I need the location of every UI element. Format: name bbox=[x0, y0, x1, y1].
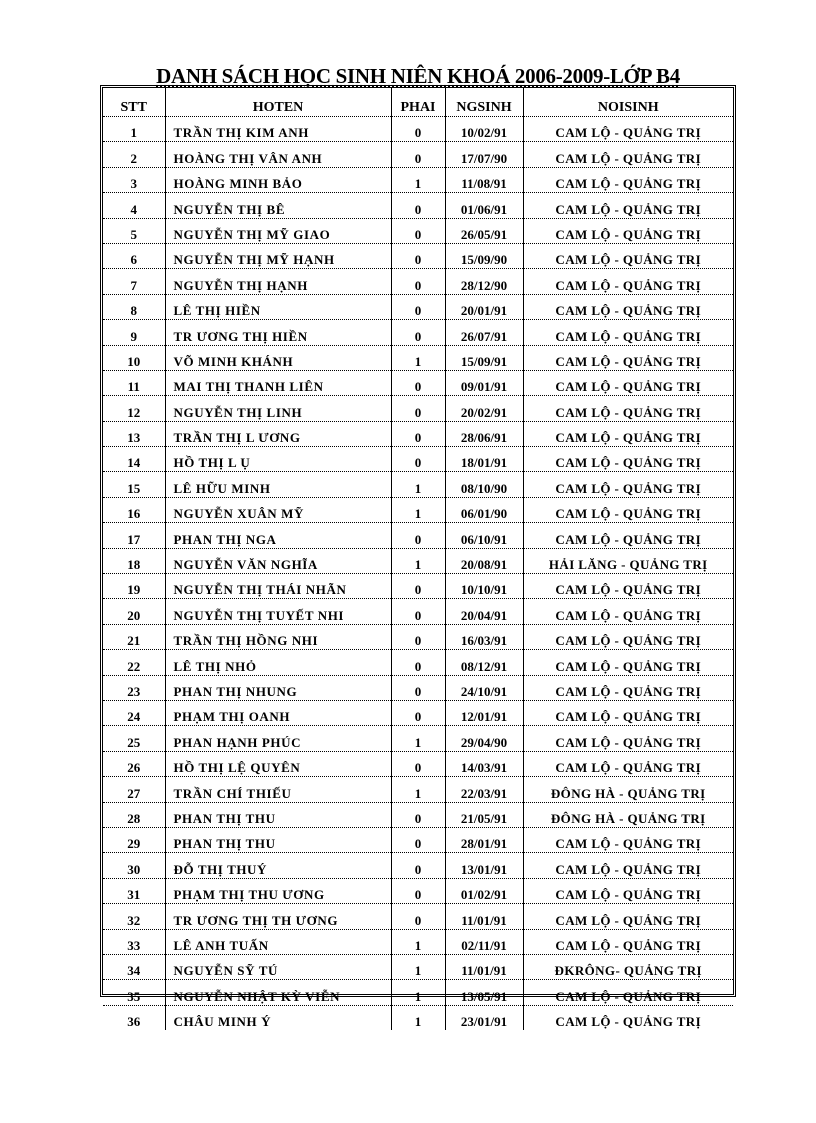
cell-noisinh: CAM LỘ - QUẢNG TRỊ bbox=[523, 980, 733, 1005]
table-row bbox=[103, 218, 733, 243]
cell-noisinh: ĐKRÔNG- QUẢNG TRỊ bbox=[523, 954, 733, 979]
cell-hoten: NGUYỄN THỊ TUYẾT NHI bbox=[165, 599, 391, 624]
cell-noisinh: CAM LỘ - QUẢNG TRỊ bbox=[523, 675, 733, 700]
table-row bbox=[103, 777, 733, 802]
cell-hoten: PHAN THỊ NGA bbox=[165, 523, 391, 548]
header-stt: STT bbox=[103, 88, 165, 117]
cell-stt: 31 bbox=[103, 878, 165, 903]
table-row bbox=[103, 650, 733, 675]
cell-phai: 0 bbox=[391, 142, 445, 167]
cell-phai: 0 bbox=[391, 599, 445, 624]
table-row bbox=[103, 751, 733, 776]
cell-phai: 0 bbox=[391, 574, 445, 599]
cell-ngsinh: 17/07/90 bbox=[445, 142, 523, 167]
cell-ngsinh: 20/01/91 bbox=[445, 294, 523, 319]
cell-phai: 1 bbox=[391, 472, 445, 497]
cell-phai: 1 bbox=[391, 726, 445, 751]
cell-stt: 17 bbox=[103, 523, 165, 548]
cell-phai: 0 bbox=[391, 193, 445, 218]
table-row bbox=[103, 345, 733, 370]
cell-stt: 30 bbox=[103, 853, 165, 878]
cell-hoten: VÕ MINH KHÁNH bbox=[165, 345, 391, 370]
cell-stt: 36 bbox=[127, 1014, 141, 1030]
cell-ngsinh: 11/08/91 bbox=[445, 167, 523, 192]
cell-ngsinh: 06/10/91 bbox=[445, 523, 523, 548]
cell-hoten: NGUYỄN NHẬT KỲ VIỄN bbox=[165, 980, 391, 1005]
cell-stt: 20 bbox=[103, 599, 165, 624]
cell-ngsinh: 26/05/91 bbox=[445, 218, 523, 243]
cell-ngsinh: 18/01/91 bbox=[445, 447, 523, 472]
cell-ngsinh: 23/01/91 bbox=[445, 1005, 523, 1030]
cell-hoten: PHẠM THỊ THU ƯƠNG bbox=[165, 878, 391, 903]
student-table bbox=[103, 88, 733, 1030]
cell-hoten: HỒ THỊ LỆ QUYÊN bbox=[165, 751, 391, 776]
cell-noisinh: CAM LỘ - QUẢNG TRỊ bbox=[523, 370, 733, 395]
cell-noisinh: CAM LỘ - QUẢNG TRỊ bbox=[523, 269, 733, 294]
cell-hoten: TRẦN THỊ KIM ANH bbox=[165, 117, 391, 142]
cell-phai: 0 bbox=[391, 447, 445, 472]
cell-noisinh: CAM LỘ - QUẢNG TRỊ bbox=[523, 396, 733, 421]
cell-noisinh: CAM LỘ - QUẢNG TRỊ bbox=[523, 574, 733, 599]
header-row bbox=[103, 88, 733, 117]
cell-stt: 22 bbox=[103, 650, 165, 675]
cell-hoten: LÊ ANH TUẤN bbox=[165, 929, 391, 954]
table-row bbox=[103, 421, 733, 446]
table-row bbox=[103, 853, 733, 878]
cell-hoten: TRẦN CHÍ THIẾU bbox=[165, 777, 391, 802]
cell-noisinh: CAM LỘ - QUẢNG TRỊ bbox=[523, 853, 733, 878]
table-row bbox=[103, 472, 733, 497]
cell-noisinh: CAM LỘ - QUẢNG TRỊ bbox=[523, 624, 733, 649]
cell-noisinh: CAM LỘ - QUẢNG TRỊ bbox=[523, 117, 733, 142]
cell-phai: 0 bbox=[391, 421, 445, 446]
cell-hoten: HOÀNG MINH BẢO bbox=[165, 167, 391, 192]
table-row bbox=[103, 243, 733, 268]
cell-stt: 15 bbox=[103, 472, 165, 497]
cell-stt: 33 bbox=[103, 929, 165, 954]
cell-phai: 0 bbox=[391, 904, 445, 929]
cell-ngsinh: 22/03/91 bbox=[445, 777, 523, 802]
table-row bbox=[103, 193, 733, 218]
cell-hoten: NGUYỄN VĂN NGHĨA bbox=[165, 548, 391, 573]
cell-ngsinh: 15/09/91 bbox=[445, 345, 523, 370]
cell-ngsinh: 16/03/91 bbox=[445, 624, 523, 649]
cell-noisinh: ĐÔNG HÀ - QUẢNG TRỊ bbox=[523, 802, 733, 827]
cell-hoten: LÊ THỊ HIỀN bbox=[165, 294, 391, 319]
cell-noisinh: CAM LỘ - QUẢNG TRỊ bbox=[523, 650, 733, 675]
table-row bbox=[103, 1005, 733, 1030]
cell-hoten: TR ƯƠNG THỊ HIỀN bbox=[165, 320, 391, 345]
cell-ngsinh: 09/01/91 bbox=[445, 370, 523, 395]
cell-noisinh: CAM LỘ - QUẢNG TRỊ bbox=[523, 827, 733, 852]
cell-stt: 12 bbox=[103, 396, 165, 421]
cell-ngsinh: 26/07/91 bbox=[445, 320, 523, 345]
cell-stt: 1 bbox=[103, 117, 165, 142]
cell-stt: 21 bbox=[103, 624, 165, 649]
cell-hoten: ĐỖ THỊ THUÝ bbox=[165, 853, 391, 878]
cell-stt: 8 bbox=[103, 294, 165, 319]
cell-hoten: TR ƯƠNG THỊ TH ƯƠNG bbox=[165, 904, 391, 929]
cell-stt: 13 bbox=[103, 421, 165, 446]
cell-hoten: PHAN THỊ NHUNG bbox=[165, 675, 391, 700]
cell-ngsinh: 14/03/91 bbox=[445, 751, 523, 776]
table-row bbox=[103, 827, 733, 852]
cell-hoten: HỒ THỊ L Ụ bbox=[165, 447, 391, 472]
table-row bbox=[103, 929, 733, 954]
cell-ngsinh: 08/12/91 bbox=[445, 650, 523, 675]
table-row bbox=[103, 117, 733, 142]
cell-ngsinh: 28/06/91 bbox=[445, 421, 523, 446]
table-row bbox=[103, 574, 733, 599]
cell-noisinh: CAM LỘ - QUẢNG TRỊ bbox=[523, 142, 733, 167]
cell-phai: 1 bbox=[391, 929, 445, 954]
cell-hoten: NGUYỄN THỊ LINH bbox=[165, 396, 391, 421]
cell-stt: 4 bbox=[103, 193, 165, 218]
cell-stt: 7 bbox=[103, 269, 165, 294]
cell-hoten: NGUYỄN THỊ MỸ GIAO bbox=[165, 218, 391, 243]
cell-ngsinh: 12/01/91 bbox=[445, 700, 523, 725]
cell-noisinh: CAM LỘ - QUẢNG TRỊ bbox=[523, 167, 733, 192]
cell-hoten: NGUYỄN THỊ MỸ HẠNH bbox=[165, 243, 391, 268]
cell-stt: 24 bbox=[103, 700, 165, 725]
cell-hoten: PHAN THỊ THU bbox=[165, 802, 391, 827]
cell-hoten: HOÀNG THỊ VÂN ANH bbox=[165, 142, 391, 167]
cell-phai: 1 bbox=[391, 1005, 445, 1030]
cell-ngsinh: 20/02/91 bbox=[445, 396, 523, 421]
cell-phai: 0 bbox=[391, 396, 445, 421]
cell-ngsinh: 11/01/91 bbox=[445, 904, 523, 929]
table-row bbox=[103, 523, 733, 548]
cell-hoten: TRẦN THỊ HỒNG NHI bbox=[165, 624, 391, 649]
cell-stt: 16 bbox=[103, 497, 165, 522]
cell-hoten: LÊ THỊ NHỎ bbox=[165, 650, 391, 675]
cell-noisinh: CAM LỘ - QUẢNG TRỊ bbox=[523, 320, 733, 345]
cell-stt: 14 bbox=[103, 447, 165, 472]
cell-hoten: PHAN THỊ THU bbox=[165, 827, 391, 852]
table-row bbox=[103, 802, 733, 827]
table-row bbox=[103, 167, 733, 192]
cell-ngsinh: 10/10/91 bbox=[445, 574, 523, 599]
cell-hoten: NGUYỄN SỸ TÚ bbox=[165, 954, 391, 979]
cell-ngsinh: 01/02/91 bbox=[445, 878, 523, 903]
cell-phai: 0 bbox=[391, 523, 445, 548]
cell-noisinh: CAM LỘ - QUẢNG TRỊ bbox=[523, 218, 733, 243]
table-row bbox=[103, 675, 733, 700]
table-row bbox=[103, 548, 733, 573]
table-row bbox=[103, 497, 733, 522]
cell-ngsinh: 08/10/90 bbox=[445, 472, 523, 497]
table-row bbox=[103, 447, 733, 472]
cell-hoten: TRẦN THỊ L ƯƠNG bbox=[165, 421, 391, 446]
table-row bbox=[103, 599, 733, 624]
header-phai: PHAI bbox=[391, 88, 445, 117]
cell-phai: 0 bbox=[391, 802, 445, 827]
cell-noisinh: CAM LỘ - QUẢNG TRỊ bbox=[523, 421, 733, 446]
cell-phai: 0 bbox=[391, 624, 445, 649]
cell-phai: 0 bbox=[391, 320, 445, 345]
cell-ngsinh: 13/05/91 bbox=[445, 980, 523, 1005]
cell-noisinh: CAM LỘ - QUẢNG TRỊ bbox=[523, 294, 733, 319]
cell-phai: 1 bbox=[391, 954, 445, 979]
cell-stt: 18 bbox=[103, 548, 165, 573]
cell-phai: 0 bbox=[391, 827, 445, 852]
cell-noisinh: CAM LỘ - QUẢNG TRỊ bbox=[523, 497, 733, 522]
cell-phai: 0 bbox=[391, 370, 445, 395]
cell-stt: 3 bbox=[103, 167, 165, 192]
cell-phai: 0 bbox=[391, 853, 445, 878]
cell-stt: 29 bbox=[103, 827, 165, 852]
table-row bbox=[103, 954, 733, 979]
table-row bbox=[103, 294, 733, 319]
table-row bbox=[103, 878, 733, 903]
cell-ngsinh: 29/04/90 bbox=[445, 726, 523, 751]
cell-ngsinh: 28/01/91 bbox=[445, 827, 523, 852]
cell-stt: 27 bbox=[103, 777, 165, 802]
cell-phai: 1 bbox=[391, 497, 445, 522]
table-row bbox=[103, 396, 733, 421]
cell-stt: 5 bbox=[103, 218, 165, 243]
cell-noisinh: CAM LỘ - QUẢNG TRỊ bbox=[523, 243, 733, 268]
cell-noisinh: CAM LỘ - QUẢNG TRỊ bbox=[523, 599, 733, 624]
cell-phai: 0 bbox=[391, 650, 445, 675]
table-row bbox=[103, 904, 733, 929]
cell-noisinh: ĐÔNG HÀ - QUẢNG TRỊ bbox=[523, 777, 733, 802]
cell-stt: 28 bbox=[103, 802, 165, 827]
cell-hoten: PHAN HẠNH PHÚC bbox=[165, 726, 391, 751]
cell-hoten: MAI THỊ THANH LIÊN bbox=[165, 370, 391, 395]
header-hoten: HOTEN bbox=[165, 88, 391, 117]
table-row bbox=[103, 320, 733, 345]
cell-noisinh: CAM LỘ - QUẢNG TRỊ bbox=[523, 447, 733, 472]
cell-ngsinh: 02/11/91 bbox=[445, 929, 523, 954]
cell-ngsinh: 15/09/90 bbox=[445, 243, 523, 268]
cell-ngsinh: 13/01/91 bbox=[445, 853, 523, 878]
cell-phai: 1 bbox=[391, 980, 445, 1005]
table-row bbox=[103, 980, 733, 1005]
cell-phai: 0 bbox=[391, 700, 445, 725]
cell-stt: 34 bbox=[103, 954, 165, 979]
cell-noisinh: CAM LỘ - QUẢNG TRỊ bbox=[523, 472, 733, 497]
cell-phai: 1 bbox=[391, 777, 445, 802]
cell-hoten: NGUYỄN XUÂN MỸ bbox=[165, 497, 391, 522]
cell-ngsinh: 20/08/91 bbox=[445, 548, 523, 573]
cell-phai: 0 bbox=[391, 294, 445, 319]
cell-noisinh: CAM LỘ - QUẢNG TRỊ bbox=[523, 726, 733, 751]
cell-hoten: PHẠM THỊ OANH bbox=[165, 700, 391, 725]
cell-phai: 0 bbox=[391, 675, 445, 700]
cell-phai: 0 bbox=[391, 269, 445, 294]
cell-noisinh: HẢI LĂNG - QUẢNG TRỊ bbox=[523, 548, 733, 573]
table-row bbox=[103, 726, 733, 751]
cell-stt: 32 bbox=[103, 904, 165, 929]
cell-phai: 0 bbox=[391, 218, 445, 243]
cell-noisinh: CAM LỘ - QUẢNG TRỊ bbox=[523, 751, 733, 776]
cell-phai: 0 bbox=[391, 878, 445, 903]
cell-stt: 35 bbox=[103, 980, 165, 1005]
page-title: DANH SÁCH HỌC SINH NIÊN KHOÁ 2006-2009-LỚP B4 bbox=[156, 64, 680, 88]
cell-phai: 0 bbox=[391, 751, 445, 776]
cell-noisinh: CAM LỘ - QUẢNG TRỊ bbox=[523, 878, 733, 903]
table-row bbox=[103, 700, 733, 725]
table-row bbox=[103, 624, 733, 649]
header-noisinh: NOISINH bbox=[523, 88, 733, 117]
cell-stt: 2 bbox=[103, 142, 165, 167]
cell-noisinh: CAM LỘ - QUẢNG TRỊ bbox=[523, 523, 733, 548]
cell-stt: 11 bbox=[103, 370, 165, 395]
cell-stt: 6 bbox=[103, 243, 165, 268]
cell-hoten: NGUYỄN THỊ THÁI NHÃN bbox=[165, 574, 391, 599]
cell-noisinh: CAM LỘ - QUẢNG TRỊ bbox=[523, 1005, 733, 1030]
cell-stt: 19 bbox=[103, 574, 165, 599]
cell-noisinh: CAM LỘ - QUẢNG TRỊ bbox=[523, 929, 733, 954]
cell-hoten: NGUYỄN THỊ HẠNH bbox=[165, 269, 391, 294]
cell-ngsinh: 20/04/91 bbox=[445, 599, 523, 624]
cell-stt: 9 bbox=[103, 320, 165, 345]
cell-phai: 0 bbox=[391, 243, 445, 268]
cell-noisinh: CAM LỘ - QUẢNG TRỊ bbox=[523, 700, 733, 725]
cell-phai: 1 bbox=[391, 167, 445, 192]
cell-phai: 1 bbox=[391, 345, 445, 370]
cell-ngsinh: 06/01/90 bbox=[445, 497, 523, 522]
cell-noisinh: CAM LỘ - QUẢNG TRỊ bbox=[523, 345, 733, 370]
cell-noisinh: CAM LỘ - QUẢNG TRỊ bbox=[523, 904, 733, 929]
cell-hoten: LÊ HỮU MINH bbox=[165, 472, 391, 497]
header-ngsinh: NGSINH bbox=[445, 88, 523, 117]
cell-stt: 25 bbox=[103, 726, 165, 751]
table-row bbox=[103, 370, 733, 395]
cell-ngsinh: 24/10/91 bbox=[445, 675, 523, 700]
cell-hoten: CHÂU MINH Ý bbox=[165, 1005, 391, 1030]
cell-hoten: NGUYỄN THỊ BÊ bbox=[165, 193, 391, 218]
table-row bbox=[103, 269, 733, 294]
cell-ngsinh: 11/01/91 bbox=[445, 954, 523, 979]
cell-ngsinh: 28/12/90 bbox=[445, 269, 523, 294]
cell-stt: 10 bbox=[103, 345, 165, 370]
cell-phai: 0 bbox=[391, 117, 445, 142]
cell-ngsinh: 21/05/91 bbox=[445, 802, 523, 827]
cell-ngsinh: 01/06/91 bbox=[445, 193, 523, 218]
cell-stt: 26 bbox=[103, 751, 165, 776]
cell-ngsinh: 10/02/91 bbox=[445, 117, 523, 142]
table-row bbox=[103, 142, 733, 167]
cell-noisinh: CAM LỘ - QUẢNG TRỊ bbox=[523, 193, 733, 218]
cell-stt: 23 bbox=[103, 675, 165, 700]
cell-phai: 1 bbox=[391, 548, 445, 573]
